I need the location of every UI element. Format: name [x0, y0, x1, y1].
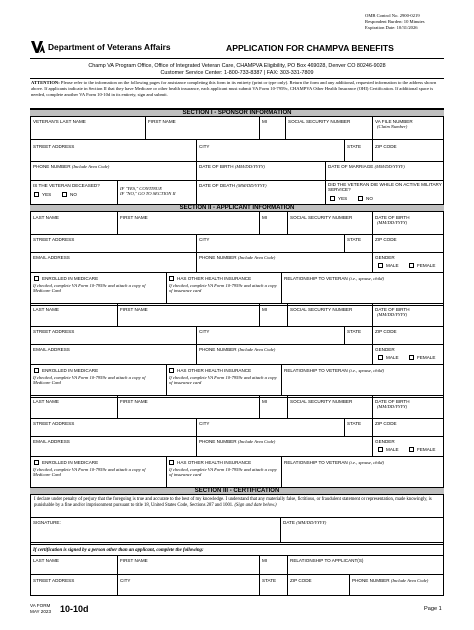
applicant-3-relationship-field[interactable]: [282, 467, 443, 486]
applicant-2-phone-label: PHONE NUMBER (Include Area Code): [199, 347, 276, 352]
applicant-1-first-name-label: FIRST NAME: [120, 215, 148, 220]
page-number: Page 1: [424, 606, 442, 612]
address-divider: [30, 78, 444, 79]
applicant-3-dob-hint: (MM/DD/YYYY): [377, 404, 408, 409]
applicant-2-first-name-label: FIRST NAME: [120, 307, 148, 312]
applicant-3-zip-field[interactable]: [373, 427, 443, 435]
applicant-1-dob-hint: (MM/DD/YYYY): [377, 220, 408, 225]
header-divider: [30, 58, 444, 59]
certification-statement: [34, 497, 440, 509]
certification-sign-note: (Sign and date below.): [234, 503, 277, 509]
applicant-1-email-label: EMAIL ADDRESS: [33, 255, 70, 260]
signer-city-field[interactable]: [118, 584, 258, 595]
applicant-3-male-label: MALE: [386, 447, 399, 452]
signer-mi-label: MI: [262, 558, 268, 563]
applicant-1-mi-label: MI: [262, 215, 268, 220]
applicant-3-city-label: CITY: [199, 421, 210, 426]
applicant-2-dob-label: DATE OF BIRTH: [375, 307, 410, 312]
applicant-1-medicare-checkbox[interactable]: [34, 276, 39, 281]
applicant-2-mi-label: MI: [262, 307, 268, 312]
expiration-date: Expiration Date: 10/31/2026: [365, 25, 418, 31]
applicant-2-state-field[interactable]: [345, 335, 371, 343]
signature-label: SIGNATURE:: [33, 520, 61, 525]
applicant-1-relationship-field[interactable]: [282, 283, 443, 302]
applicant-3-zip-label: ZIP CODE: [375, 421, 397, 426]
applicant-3-phone-label: PHONE NUMBER (Include Area Code): [199, 439, 276, 444]
applicant-3-ssn-label: SOCIAL SECURITY NUMBER: [290, 399, 353, 404]
applicant-1-last-name-label: LAST NAME: [33, 215, 59, 220]
section-3-header: SECTION III - CERTIFICATION: [30, 487, 444, 495]
applicant-2-zip-label: ZIP CODE: [375, 329, 397, 334]
applicant-1-city-label: CITY: [199, 237, 210, 242]
s1-deceased-no-checkbox[interactable]: [62, 192, 67, 197]
respondent-burden: Respondent Burden: 10 Minutes: [365, 19, 425, 25]
signer-zip-label: ZIP CODE: [290, 578, 312, 583]
s1-va-file-number-label: VA FILE NUMBER: [375, 119, 413, 124]
applicant-2-last-name-field[interactable]: [31, 313, 116, 325]
footer-form-info: [30, 603, 51, 614]
applicant-1-male-label: MALE: [386, 263, 399, 268]
applicant-3-state-field[interactable]: [345, 427, 371, 435]
signer-state-label: STATE: [262, 578, 277, 583]
signer-mi-field[interactable]: [260, 564, 286, 573]
s1-phone-label: PHONE NUMBER (Include Area Code): [33, 164, 110, 169]
applicant-1-dob-label: DATE OF BIRTH: [375, 215, 410, 220]
s1-ssn-label: SOCIAL SECURITY NUMBER: [288, 119, 351, 124]
s1-city-label: CITY: [199, 144, 210, 149]
applicant-3-medicare-checkbox[interactable]: [34, 460, 39, 465]
applicant-2-gender-label: GENDER: [375, 347, 395, 352]
applicant-2-dob-field[interactable]: [373, 318, 443, 325]
applicant-1-phone-field[interactable]: [197, 261, 371, 271]
applicant-3-last-name-label: LAST NAME: [33, 399, 59, 404]
applicant-3-street-address-field[interactable]: [31, 427, 195, 435]
s1-deceased-yes-checkbox[interactable]: [34, 192, 39, 197]
applicant-1-state-field[interactable]: [345, 243, 371, 251]
applicant-3-ohi-checkbox[interactable]: [169, 460, 174, 465]
applicant-2-city-label: CITY: [199, 329, 210, 334]
applicant-3-email-field[interactable]: [31, 445, 195, 455]
applicant-3-email-label: EMAIL ADDRESS: [33, 439, 70, 444]
attention-notice: [31, 80, 443, 98]
applicant-2-last-name-label: LAST NAME: [33, 307, 59, 312]
applicant-2-medicare-note: If checked, complete VA Form 10-7959c and attach a copy of Medicare Card: [33, 375, 146, 386]
applicant-2-street-address-label: STREET ADDRESS: [33, 329, 75, 334]
applicant-2-relationship-field[interactable]: [282, 375, 443, 394]
signer-first-name-field[interactable]: [118, 564, 258, 573]
customer-service: Customer Service Center: 1-800-733-8387 | FAX: 303-331-7809: [160, 70, 314, 76]
applicant-3-dob-field[interactable]: [373, 410, 443, 417]
applicant-1-zip-label: ZIP CODE: [375, 237, 397, 242]
applicant-3-ssn-field[interactable]: [288, 405, 371, 417]
s1-mi-label: MI: [262, 119, 268, 124]
applicant-3-mi-label: MI: [262, 399, 268, 404]
applicant-2-male-label: MALE: [386, 355, 399, 360]
s1-state-label: STATE: [347, 144, 362, 149]
applicant-2-medicare-checkbox[interactable]: [34, 368, 39, 373]
signature-date-label: DATE (MM/DD/YYYY): [283, 520, 327, 525]
applicant-3-dob-label: DATE OF BIRTH: [375, 399, 410, 404]
applicant-1-phone-label: PHONE NUMBER (Include Area Code): [199, 255, 276, 260]
s1-first-name-label: FIRST NAME: [148, 119, 176, 124]
signer-last-name-label: LAST NAME: [33, 558, 59, 563]
applicant-3-mi-field[interactable]: [260, 405, 286, 417]
other-signer-instructions: If certification is signed by a person other than an applicant, complete the following:: [33, 548, 204, 553]
applicant-3-female-label: FEMALE: [417, 447, 436, 452]
applicant-2-dob-hint: (MM/DD/YYYY): [377, 312, 408, 317]
attention-text: Please refer to the information on the following pages for assistance completing this form in its entirety (print or type only). Return the form and any additional, requested information to the address shown above. If applicants indicate in Section II that they have Medicare or other health insurance, each applicant must submit VA Form 10-7959c, CHAMPVA Other Health Insurance (OHI) Certification. If additional space is needed, complete another VA Form 10-10d in its entirety, sign and submit.: [31, 80, 437, 98]
form-title: APPLICATION FOR CHAMPVA BENEFITS: [226, 43, 394, 53]
applicant-3-gender-label: GENDER: [375, 439, 395, 444]
signer-phone-field[interactable]: [350, 584, 443, 595]
s1-dod-label: DATE OF DEATH (MM/DD/YYYY): [199, 183, 267, 188]
s1-deceased-question: IS THE VETERAN DECEASED?: [33, 183, 100, 188]
applicant-3-phone-field[interactable]: [197, 445, 371, 455]
s1-died-yes-label: YES: [338, 196, 348, 201]
signer-relationship-label: RELATIONSHIP TO APPLICANT(S): [290, 558, 364, 563]
footer-form-number: 10-10d: [60, 604, 89, 614]
applicant-3-ohi-label: HAS OTHER HEALTH INSURANCE: [177, 460, 252, 465]
applicant-2-female-checkbox[interactable]: [409, 355, 414, 360]
s1-died-no-label: NO: [366, 196, 373, 201]
applicant-2-male-checkbox[interactable]: [378, 355, 383, 360]
va-logo-icon: [31, 40, 45, 54]
s1-dom-label: DATE OF MARRIAGE (MM/DD/YYYY): [328, 164, 405, 169]
signer-state-field[interactable]: [260, 584, 286, 595]
signer-street-address-field[interactable]: [31, 584, 116, 595]
s1-if-no-note: IF "NO," GO TO SECTION II: [120, 191, 176, 196]
applicant-1-dob-field[interactable]: [373, 226, 443, 233]
applicant-3-street-address-label: STREET ADDRESS: [33, 421, 75, 426]
applicant-3-state-label: STATE: [347, 421, 362, 426]
applicant-1-gender-label: GENDER: [375, 255, 395, 260]
applicant-2-email-field[interactable]: [31, 353, 195, 363]
applicant-1-female-label: FEMALE: [417, 263, 436, 268]
applicant-3-female-checkbox[interactable]: [409, 447, 414, 452]
program-address: Champ VA Program Office, Office of Integrated Veteran Care, CHAMPVA Eligibility, PO Box 469028, Denver CO 80246-9028: [88, 63, 386, 69]
applicant-1-street-address-label: STREET ADDRESS: [33, 237, 75, 242]
signature-field[interactable]: [33, 527, 277, 541]
signer-city-label: CITY: [120, 578, 131, 583]
applicant-2-relationship-label: RELATIONSHIP TO VETERAN (i.e., spouse, child): [284, 368, 384, 373]
s1-deceased-yes-label: YES: [42, 192, 52, 197]
applicant-1-first-name-field[interactable]: [118, 221, 258, 233]
s1-died-yes-checkbox[interactable]: [330, 196, 335, 201]
applicant-2-ohi-label: HAS OTHER HEALTH INSURANCE: [177, 368, 252, 373]
applicant-1-relationship-label: RELATIONSHIP TO VETERAN (i.e., spouse, child): [284, 276, 384, 281]
applicant-3-medicare-label: ENROLLED IN MEDICARE: [42, 460, 99, 465]
applicant-2-city-field[interactable]: [197, 335, 343, 343]
footer-date: MAY 2023: [30, 608, 52, 614]
applicant-2-phone-field[interactable]: [197, 353, 371, 363]
applicant-3-medicare-note: If checked, complete VA Form 10-7959c and attach a copy of Medicare Card: [33, 467, 146, 478]
applicant-2-street-address-field[interactable]: [31, 335, 195, 343]
applicant-2-zip-field[interactable]: [373, 335, 443, 343]
s1-deceased-no-label: NO: [70, 192, 77, 197]
signer-first-name-label: FIRST NAME: [120, 558, 148, 563]
certification-text: I declare under penalty of perjury that the foregoing is true and accurate to the best of my knowledge. I understand that any materially false, fictitious, or fraudulent statement or representation, made knowingly, is punishable by a fine and/or imprisonment pursuant to title 18, United States Code, Sections 287 and 1001.: [34, 497, 432, 509]
applicant-1-street-address-field[interactable]: [31, 243, 195, 251]
signature-date-field[interactable]: [283, 527, 441, 541]
s1-claim-number-hint: (Claim Number): [377, 124, 408, 129]
applicant-2-ohi-checkbox[interactable]: [169, 368, 174, 373]
signer-zip-field[interactable]: [288, 584, 348, 595]
applicant-1-city-field[interactable]: [197, 243, 343, 251]
applicant-2-ssn-label: SOCIAL SECURITY NUMBER: [290, 307, 353, 312]
s1-died-active-question: DID THE VETERAN DIE WHILE ON ACTIVE MILITARY SERVICE?: [328, 182, 442, 193]
applicant-3-first-name-label: FIRST NAME: [120, 399, 148, 404]
applicant-3-last-name-field[interactable]: [31, 405, 116, 417]
s1-zip-label: ZIP CODE: [375, 144, 397, 149]
signer-street-address-label: STREET ADDRESS: [33, 578, 75, 583]
applicant-2-state-label: STATE: [347, 329, 362, 334]
applicant-1-male-checkbox[interactable]: [378, 263, 383, 268]
applicant-1-email-field[interactable]: [31, 261, 195, 271]
applicant-3-first-name-field[interactable]: [118, 405, 258, 417]
omb-info: [365, 13, 425, 32]
section-1-header: SECTION I - SPONSOR INFORMATION: [30, 109, 444, 117]
applicant-2-medicare-label: ENROLLED IN MEDICARE: [42, 368, 99, 373]
applicant-3-relationship-label: RELATIONSHIP TO VETERAN (i.e., spouse, child): [284, 460, 384, 465]
applicant-1-ssn-label: SOCIAL SECURITY NUMBER: [290, 215, 353, 220]
applicant-1-ohi-label: HAS OTHER HEALTH INSURANCE: [177, 276, 252, 281]
applicant-3-male-checkbox[interactable]: [378, 447, 383, 452]
applicant-2-first-name-field[interactable]: [118, 313, 258, 325]
applicant-1-medicare-label: ENROLLED IN MEDICARE: [42, 276, 99, 281]
signer-relationship-field[interactable]: [288, 564, 443, 573]
applicant-1-mi-field[interactable]: [260, 221, 286, 233]
footer-va-form: VA FORM: [30, 603, 51, 608]
applicant-1-zip-field[interactable]: [373, 243, 443, 251]
signer-phone-label: PHONE NUMBER (Include Area Code): [352, 578, 429, 583]
applicant-1-state-label: STATE: [347, 237, 362, 242]
applicant-3-ohi-note: If checked, complete VA Form 10-7959c and attach a copy of insurance card: [169, 467, 277, 478]
attention-label: ATTENTION:: [31, 80, 60, 85]
applicant-2-female-label: FEMALE: [417, 355, 436, 360]
signer-last-name-field[interactable]: [31, 564, 116, 573]
applicant-2-ohi-note: If checked, complete VA Form 10-7959c and attach a copy of insurance card: [169, 375, 277, 386]
applicant-2-ssn-field[interactable]: [288, 313, 371, 325]
applicant-1-ohi-note: If checked, complete VA Form 10-7959c and attach a copy of insurance card: [169, 283, 277, 294]
s1-veteran-last-name-label: VETERAN'S LAST NAME: [33, 119, 86, 124]
applicant-1-female-checkbox[interactable]: [409, 263, 414, 268]
agency-name: Department of Veterans Affairs: [48, 42, 171, 52]
s1-dob-label: DATE OF BIRTH (MM/DD/YYYY): [199, 164, 265, 169]
applicant-2-email-label: EMAIL ADDRESS: [33, 347, 70, 352]
applicant-1-last-name-field[interactable]: [31, 221, 116, 233]
applicant-3-city-field[interactable]: [197, 427, 343, 435]
s1-died-no-checkbox[interactable]: [358, 196, 363, 201]
applicant-2-mi-field[interactable]: [260, 313, 286, 325]
s1-street-address-label: STREET ADDRESS: [33, 144, 75, 149]
section-2-header: SECTION II - APPLICANT INFORMATION: [30, 204, 444, 212]
applicant-1-medicare-note: If checked, complete VA Form 10-7959c and attach a copy of Medicare Card: [33, 283, 146, 294]
applicant-1-ohi-checkbox[interactable]: [169, 276, 174, 281]
s1-if-yes-note: IF "YES," CONTINUE: [120, 186, 163, 191]
omb-control-number: OMB Control No. 2900-0219: [365, 13, 420, 18]
applicant-1-ssn-field[interactable]: [288, 221, 371, 233]
